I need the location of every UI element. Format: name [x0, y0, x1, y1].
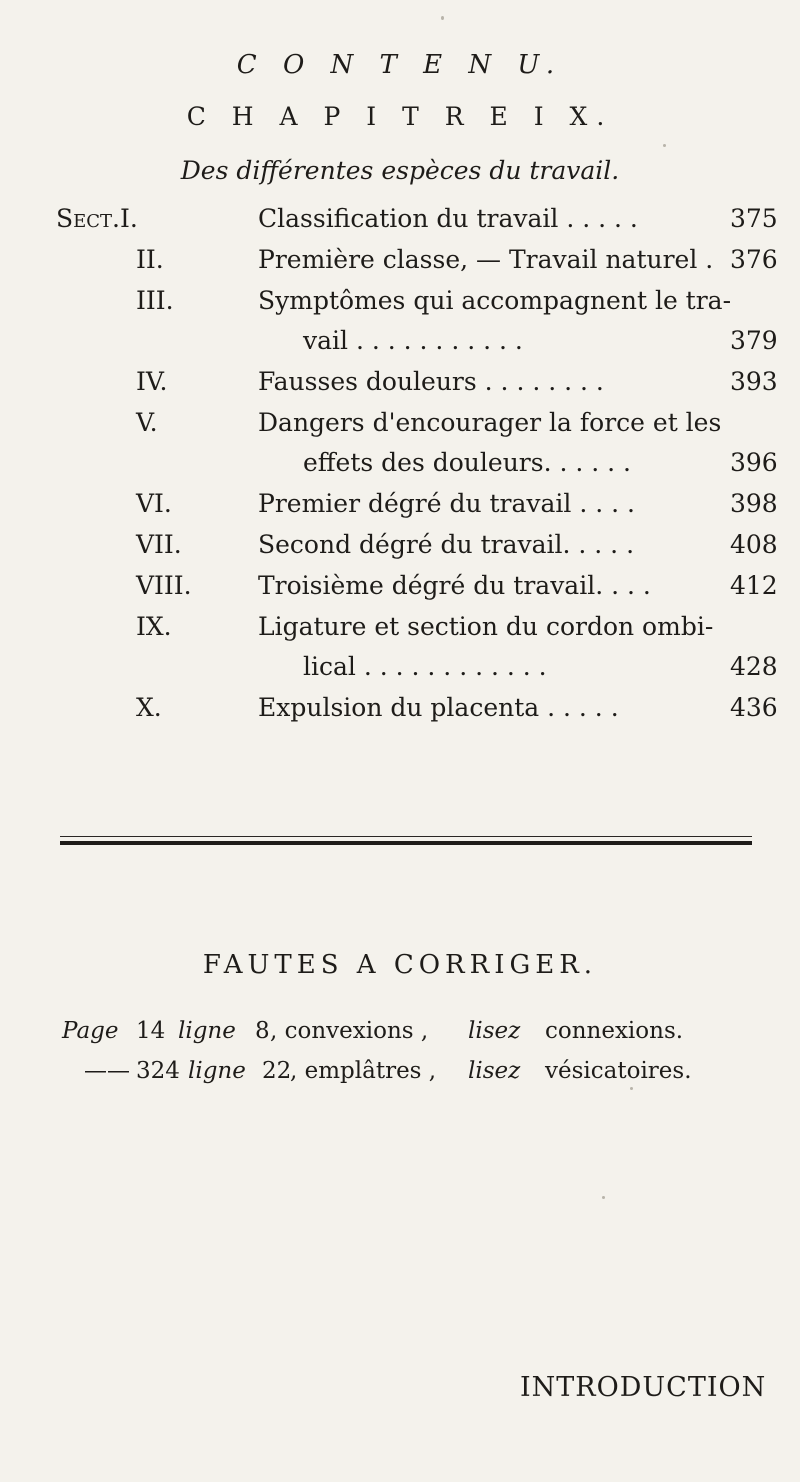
toc-entry-number: V. — [136, 408, 158, 437]
errata-right: vésicatoires. — [545, 1058, 692, 1084]
toc-entry-number: VII. — [136, 530, 182, 559]
toc-entry — [0, 489, 800, 525]
toc-entry-number: IX. — [136, 612, 172, 641]
errata-ligne-word: ligne — [188, 1058, 246, 1084]
toc-entry-number: IV. — [136, 367, 168, 396]
toc-entry-continuation — [0, 652, 800, 688]
chapter-subtitle: Des différentes espèces du travail. — [180, 156, 620, 185]
toc-entry-page: 408 — [730, 530, 778, 559]
toc-entry — [0, 286, 800, 322]
toc-entry-number: VI. — [136, 489, 172, 518]
errata-lisez-word: lisez — [468, 1058, 521, 1084]
errata-lead: —— — [84, 1058, 130, 1084]
errata-page: 324 — [136, 1058, 180, 1084]
errata-wrong: , emplâtres , — [290, 1058, 437, 1084]
toc-entry — [0, 693, 800, 729]
toc-entry-title: Dangers d'encourager la force et les — [258, 408, 722, 437]
toc-entry — [0, 204, 800, 240]
toc-entry-title: Expulsion du placenta . . . . . — [258, 693, 619, 722]
toc-entry-title-cont: effets des douleurs. . . . . . — [303, 448, 631, 477]
paper-speck — [630, 1087, 633, 1090]
chapter-heading: C H A P I T R E I X. — [186, 102, 614, 131]
toc-entry-title: Symptômes qui accompagnent le tra- — [258, 286, 732, 315]
toc-entry-title-cont: lical . . . . . . . . . . . . — [303, 652, 547, 681]
toc-entry-continuation — [0, 448, 800, 484]
toc-entry-page: 379 — [730, 326, 778, 355]
contenu-heading: C O N T E N U. — [236, 50, 564, 80]
toc-entry — [0, 612, 800, 648]
toc-entry — [0, 367, 800, 403]
toc-entry-title: Première classe, — Travail naturel . — [258, 245, 714, 274]
catchword: INTRODUCTION — [520, 1372, 767, 1403]
toc-entry-number: VIII. — [136, 571, 192, 600]
toc-entry-number: Sect.I. — [56, 204, 138, 233]
errata-line: 22 — [262, 1058, 292, 1084]
toc-entry-page: 428 — [730, 652, 778, 681]
errata-page: 14 — [136, 1018, 166, 1044]
toc-entry-title: Ligature et section du cordon ombi- — [258, 612, 714, 641]
toc-entry — [0, 408, 800, 444]
toc-entry-page: 375 — [730, 204, 778, 233]
toc-entry-page: 436 — [730, 693, 778, 722]
divider-thick — [60, 841, 752, 845]
toc-entry — [0, 530, 800, 566]
toc-entry — [0, 571, 800, 607]
toc-entry-title: Premier dégré du travail . . . . — [258, 489, 636, 518]
toc-entry-page: 412 — [730, 571, 778, 600]
section-label: Sect. — [56, 204, 120, 233]
toc-entry-page: 396 — [730, 448, 778, 477]
divider-thin — [60, 836, 752, 837]
toc-entry-title: Troisième dégré du travail. . . . — [258, 571, 651, 600]
toc-entry-title: Fausses douleurs . . . . . . . . — [258, 367, 604, 396]
toc-entry — [0, 245, 800, 281]
errata-right: connexions. — [545, 1018, 684, 1044]
toc-entry-number: II. — [136, 245, 164, 274]
toc-entry-title-cont: vail . . . . . . . . . . . — [303, 326, 523, 355]
errata-line: 8 — [255, 1018, 270, 1044]
toc-entry-page: 393 — [730, 367, 778, 396]
toc-entry-continuation — [0, 326, 800, 362]
toc-entry-page: 376 — [730, 245, 778, 274]
errata-heading: FAUTES A CORRIGER. — [202, 950, 598, 980]
toc-entry-page: 398 — [730, 489, 778, 518]
paper-speck — [663, 144, 666, 147]
errata-lisez-word: lisez — [468, 1018, 521, 1044]
errata-ligne-word: ligne — [178, 1018, 236, 1044]
toc-entry-title: Second dégré du travail. . . . . — [258, 530, 635, 559]
errata-wrong: , convexions , — [270, 1018, 429, 1044]
paper-speck — [441, 16, 444, 20]
toc-entry-number: X. — [136, 693, 162, 722]
errata-lead: Page — [62, 1018, 119, 1044]
paper-speck — [602, 1196, 605, 1199]
toc-entry-number: III. — [136, 286, 174, 315]
toc-entry-title: Classification du travail . . . . . — [258, 204, 638, 233]
